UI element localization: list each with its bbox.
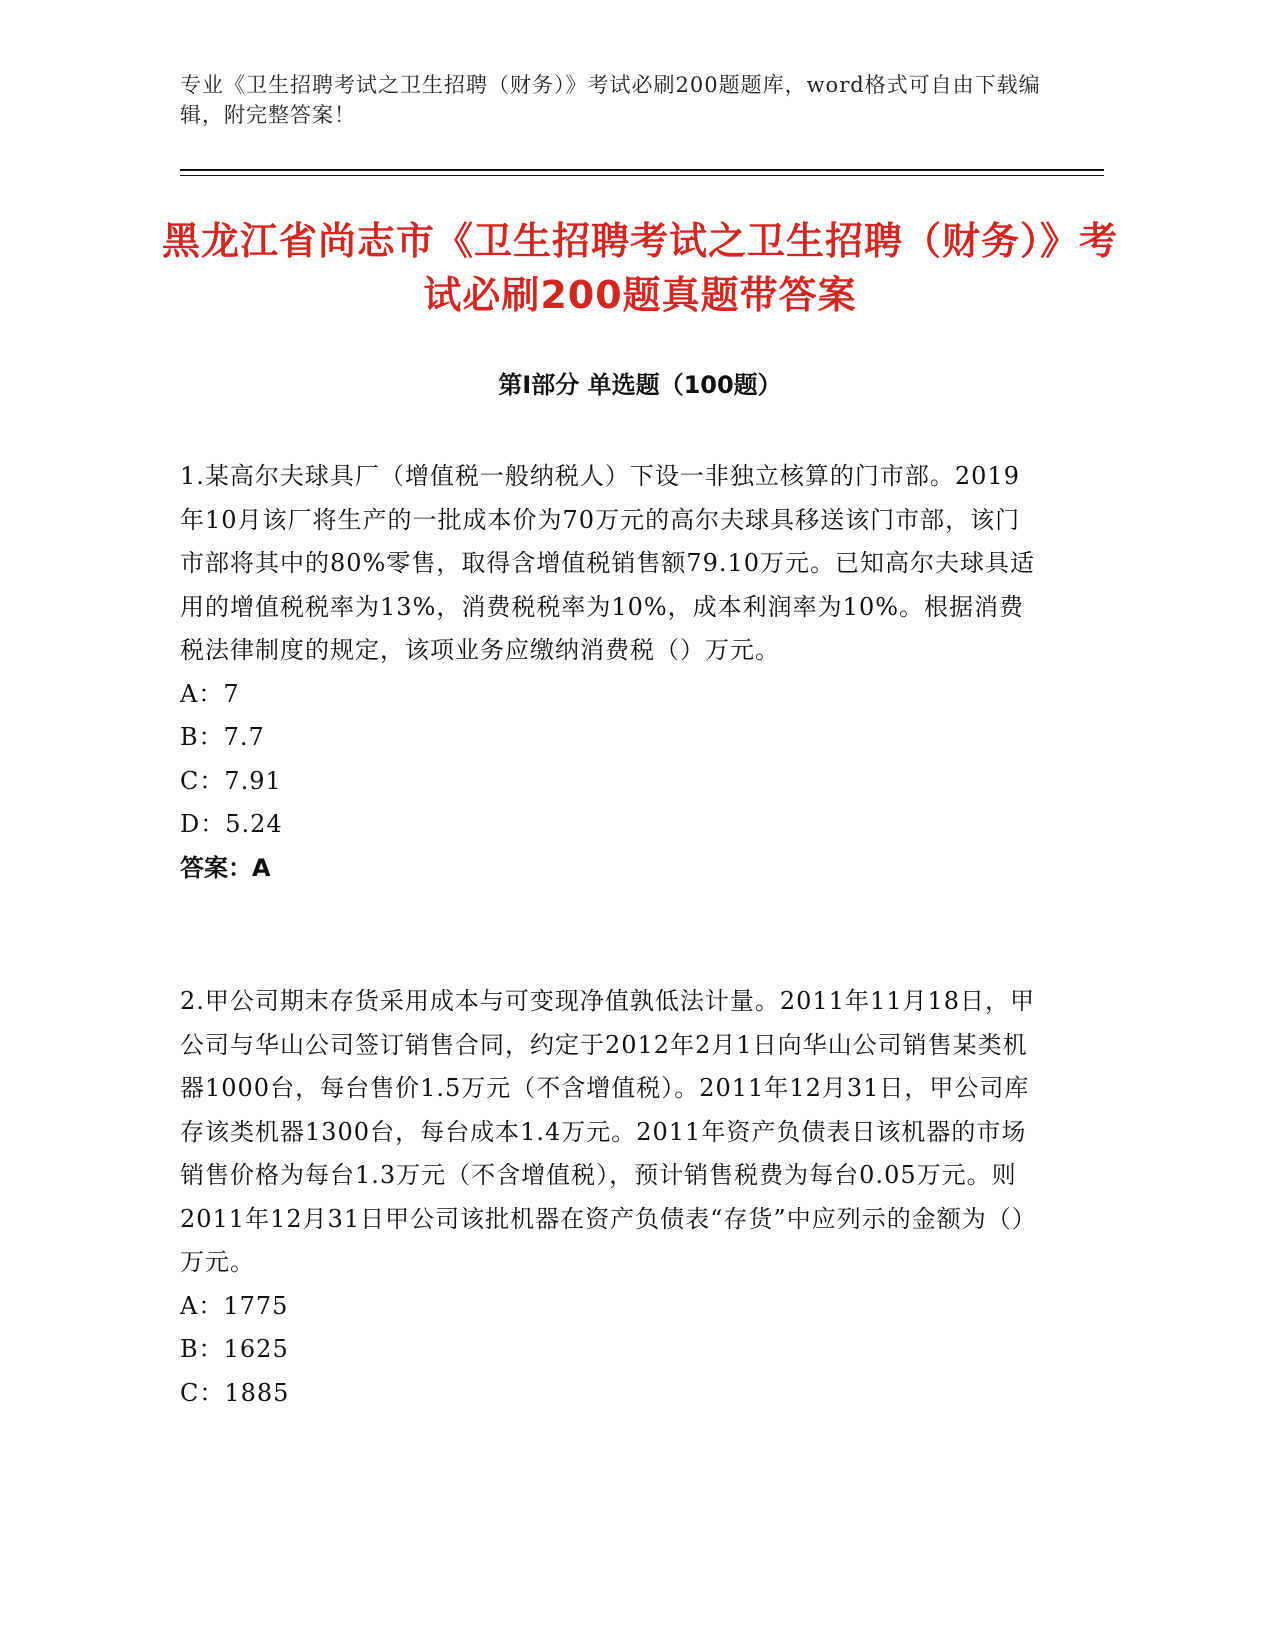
section-title: 第Ⅰ部分 单选题（100题）: [498, 371, 782, 399]
option-c: C：7.91: [180, 766, 282, 795]
document-title: 黑龙江省尚志市《卫生招聘考试之卫生招聘（财务）》考试必刷200题真题带答案: [161, 219, 1118, 317]
question-2: [180, 980, 1040, 1415]
option-b: B：1625: [180, 1335, 289, 1363]
question-stem: 1.某高尔夫球具厂（增值税一般纳税人）下设一非独立核算的门市部。2019年10月该厂将生产的一批成本价为70万元的高尔夫球具移送该门市部，该门市部将其中的80%零售，取得含增值税销售额79.10万元。已知高尔夫球具适用的增值税税率为13%，消费税税率为10%，成本利润率为10%。根据消费税法律制度的规定，该项业务应缴纳消费税（）万元。: [180, 462, 1036, 664]
option-d: D：5.24: [180, 810, 283, 838]
question-stem: 2.甲公司期末存货采用成本与可变现净值孰低法计量。2011年11月18日，甲公司与华山公司签订销售合同，约定于2012年2月1日向华山公司销售某类机器1000台，每台售价1.5万元（不含增值税）。2011年12月31日，甲公司库存该类机器1300台，每台成本1.4万元。2011年资产负债表日该机器的市场销售价格为每台1.3万元（不含增值税），预计销售税费为每台0.05万元。则2011年12月31日甲公司该批机器在资产负债表“存货”中应列示的金额为（）万元。: [180, 987, 1037, 1276]
option-a: A：7: [180, 679, 240, 708]
header-divider-thin: [180, 175, 1104, 176]
option-a: A：1775: [180, 1291, 289, 1320]
question-1: [180, 455, 1040, 890]
answer-line: 答案：A: [180, 853, 271, 882]
header-note: 专业《卫生招聘考试之卫生招聘（财务）》考试必刷200题题库，word格式可自由下载编辑，附完整答案！: [180, 73, 1041, 127]
option-b: B：7.7: [180, 723, 265, 751]
header-divider-thick: [180, 169, 1104, 171]
option-c: C：1885: [180, 1378, 290, 1407]
